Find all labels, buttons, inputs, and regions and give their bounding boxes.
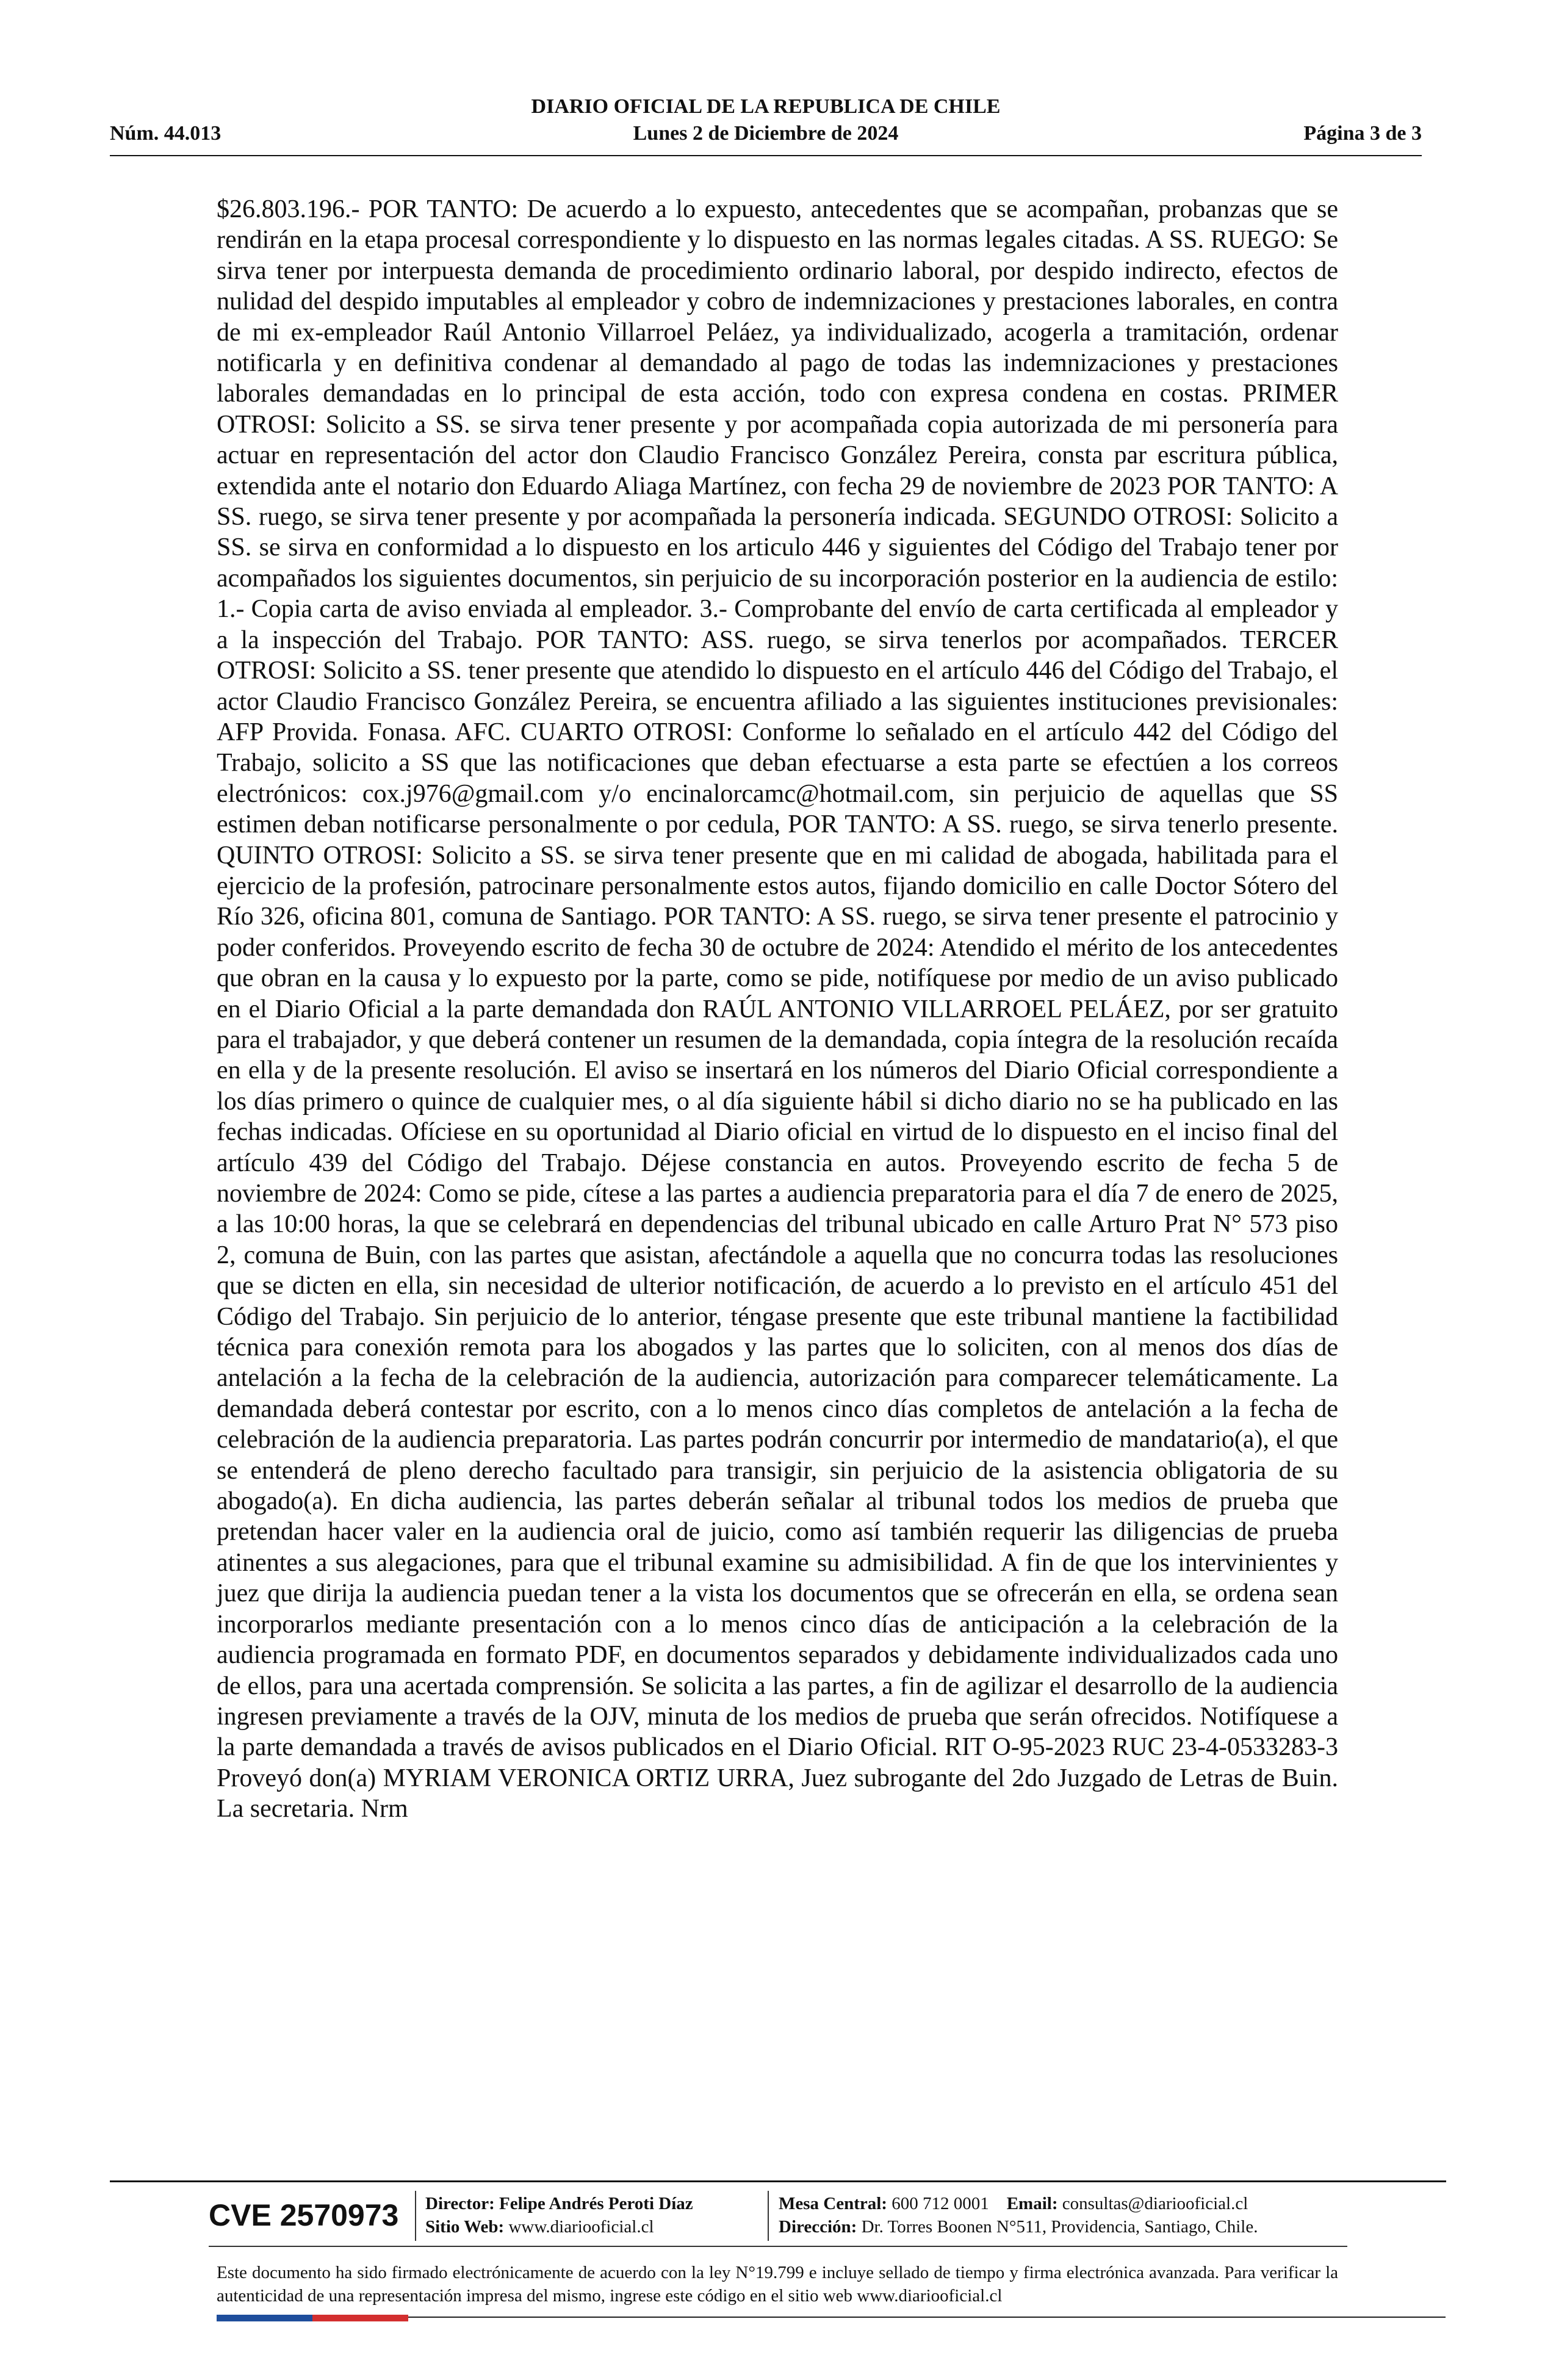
footer-inner-divider — [209, 2246, 1347, 2247]
director-name: Felipe Andrés Peroti Díaz — [499, 2194, 693, 2213]
footer-separator — [768, 2191, 769, 2241]
address-text: Dr. Torres Boonen N°511, Providencia, Santiago, Chile. — [861, 2217, 1258, 2237]
footer-director-block — [425, 2192, 693, 2238]
footer-separator — [415, 2191, 416, 2241]
issue-date: Lunes 2 de Diciembre de 2024 — [633, 122, 899, 145]
footer-contact-block — [779, 2192, 1258, 2238]
phone-number: 600 712 0001 — [891, 2194, 989, 2213]
flag-stripe-blue — [217, 2315, 312, 2321]
director-label: Director: — [425, 2194, 495, 2213]
address-label: Dirección: — [779, 2217, 857, 2237]
phone-label: Mesa Central: — [779, 2194, 887, 2213]
flag-stripe-line — [408, 2317, 1446, 2318]
footer-divider — [110, 2180, 1446, 2182]
flag-stripe-red — [312, 2315, 408, 2321]
publication-title: DIARIO OFICIAL DE LA REPUBLICA DE CHILE — [531, 95, 1001, 118]
website-label: Sitio Web: — [425, 2217, 505, 2237]
page-number: Página 3 de 3 — [1303, 122, 1422, 145]
issue-number: Núm. 44.013 — [110, 122, 222, 145]
header-row — [110, 122, 1422, 149]
legal-notice-text: $26.803.196.- POR TANTO: De acuerdo a lo expuesto, antecedentes que se acompañan, probanzas que se rendirán en la etapa procesal correspondiente y lo dispuesto en las normas legales citadas. A SS. RUEGO: Se sirva tener por interpuesta demanda de procedimiento ordinario laboral, por despido indirecto, efectos de nulidad del despido imputables al empleador y cobro de indemnizaciones y prestaciones laborales, en contra de mi ex-empleador Raúl Antonio Villarroel Peláez, ya individualizado, acogerla a tramitación, ordenar notificarla y en definitiva condenar al demandado al pago de todas las indemnizaciones y prestaciones laborales demandadas en lo principal de esta acción, todo con expresa condena en costas. PRIMER OTROSI: Solicito a SS. se sirva tener presente y por acompañada copia autorizada de mi personería para actuar en representación del actor don Claudio Francisco González Pereira, consta par escritura pública, extendida ante el notario don Eduardo Aliaga Martínez, con fecha 29 de noviembre de 2023 POR TANTO: A SS. ruego, se sirva tener presente y por acompañada la personería indicada. SEGUNDO OTROSI: Solicito a SS. se sirva en conformidad a lo dispuesto en los articulo 446 y siguientes del Código del Trabajo tener por acompañados los siguientes documentos, sin perjuicio de su incorporación posterior en la audiencia de estilo: 1.- Copia carta de aviso enviada al empleador. 3.- Comprobante del envío de carta certificada al empleador y a la inspección del Trabajo. POR TANTO: ASS. ruego, se sirva tenerlos por acompañados. TERCER OTROSI: Solicito a SS. tener presente que atendido lo dispuesto en el artículo 446 del Código del Trabajo, el actor Claudio Francisco González Pereira, se encuentra afiliado a las siguientes instituciones previsionales: AFP Provida. Fonasa. AFC. CUARTO OTROSI: Conforme lo señalado en el artículo 442 del Código del Trabajo, solicito a SS que las notificaciones que deban efectuarse a esta parte se efectúen a los correos electrónicos: cox.j976@gmail.com y/o encinalorcamc@hotmail.com, sin perjuicio de aquellas que SS estimen deban notificarse personalmente o por cedula, POR TANTO: A SS. ruego, se sirva tenerlo presente. QUINTO OTROSI: Solicito a SS. se sirva tener presente que en mi calidad de abogada, habilitada para el ejercicio de la profesión, patrocinare personalmente estos autos, fijando domicilio en calle Doctor Sótero del Río 326, oficina 801, comuna de Santiago. POR TANTO: A SS. ruego, se sirva tener presente el patrocinio y poder conferidos. Proveyendo escrito de fecha 30 de octubre de 2024: Atendido el mérito de los antecedentes que obran en la causa y lo expuesto por la parte, como se pide, notifíquese por medio de un aviso publicado en el Diario Oficial a la parte demandada don RAÚL ANTONIO VILLARROEL PELÁEZ, por ser gratuito para el trabajador, y que deberá contener un resumen de la demandada, copia íntegra de la resolución recaída en ella y de la presente resolución. El aviso se insertará en los números del Diario Oficial correspondiente a los días primero o quince de cualquier mes, o al día siguiente hábil si dicho diario no se ha publicado en las fechas indicadas. Ofíciese en su oportunidad al Diario oficial en virtud de lo dispuesto en el inciso final del artículo 439 del Código del Trabajo. Déjese constancia en autos. Proveyendo escrito de fecha 5 de noviembre de 2024: Como se pide, cítese a las partes a audiencia preparatoria para el día 7 de enero de 2025, a las 10:00 horas, la que se celebrará en dependencias del tribunal ubicado en calle Arturo Prat N° 573 piso 2, comuna de Buin, con las partes que asistan, afectándole a aquella que no concurra todas las resoluciones que se dicten en ella, sin necesidad de ulterior notificación, de acuerdo a lo previsto en el artículo 451 del Código del Trabajo. Sin perjuicio de lo anterior, téngase presente que este tribunal mantiene la factibilidad técnica para conexión remota para los abogados y las partes que lo soliciten, con al menos dos días de antelación a la fecha de la celebración de la audiencia, autorización para comparecer telemáticamente. La demandada deberá contestar por escrito, con a lo menos cinco días completos de antelación a la fecha de celebración de la audiencia preparatoria. Las partes podrán concurrir por intermedio de mandatario(a), el que se entenderá de pleno derecho facultado para transigir, sin perjuicio de la asistencia obligatoria de su abogado(a). En dicha audiencia, las partes deberán señalar al tribunal todos los medios de prueba que pretendan hacer valer en la audiencia oral de juicio, como así también requerir las diligencias de prueba atinentes a sus alegaciones, para que el tribunal examine su admisibilidad. A fin de que los intervinientes y juez que dirija la audiencia puedan tener a la vista los documentos que se ofrecerán en ella, se ordena sean incorporarlos mediante presentación con a lo menos cinco días de anticipación a la celebración de la audiencia programada en formato PDF, en documentos separados y debidamente individualizados cada uno de ellos, para una acertada comprensión. Se solicita a las partes, a fin de agilizar el desarrollo de la audiencia ingresen previamente a través de la OJV, minuta de los medios de prueba que serán ofrecidos. Notifíquese a la parte demandada a través de avisos publicados en el Diario Oficial. RIT O-95-2023 RUC 23-4-0533283-3 Proveyó don(a) MYRIAM VERONICA ORTIZ URRA, Juez subrogante del 2do Juzgado de Letras de Buin. La secretaria. Nrm — [217, 195, 1338, 1823]
email-label: Email: — [1006, 2194, 1058, 2213]
website-link[interactable]: www.diariooficial.cl — [508, 2217, 654, 2237]
legal-disclaimer: Este documento ha sido firmado electrónicamente de acuerdo con la ley N°19.799 e incluye sellado de tiempo y firma electrónica avanzada. Para verificar la autenticidad de una representación impresa del mismo, ingrese este código en el sitio web www.diariooficial.cl — [217, 2263, 1338, 2306]
cve-code: CVE 2570973 — [209, 2198, 399, 2232]
header-divider — [110, 155, 1422, 156]
email-link[interactable]: consultas@diariooficial.cl — [1062, 2194, 1248, 2213]
